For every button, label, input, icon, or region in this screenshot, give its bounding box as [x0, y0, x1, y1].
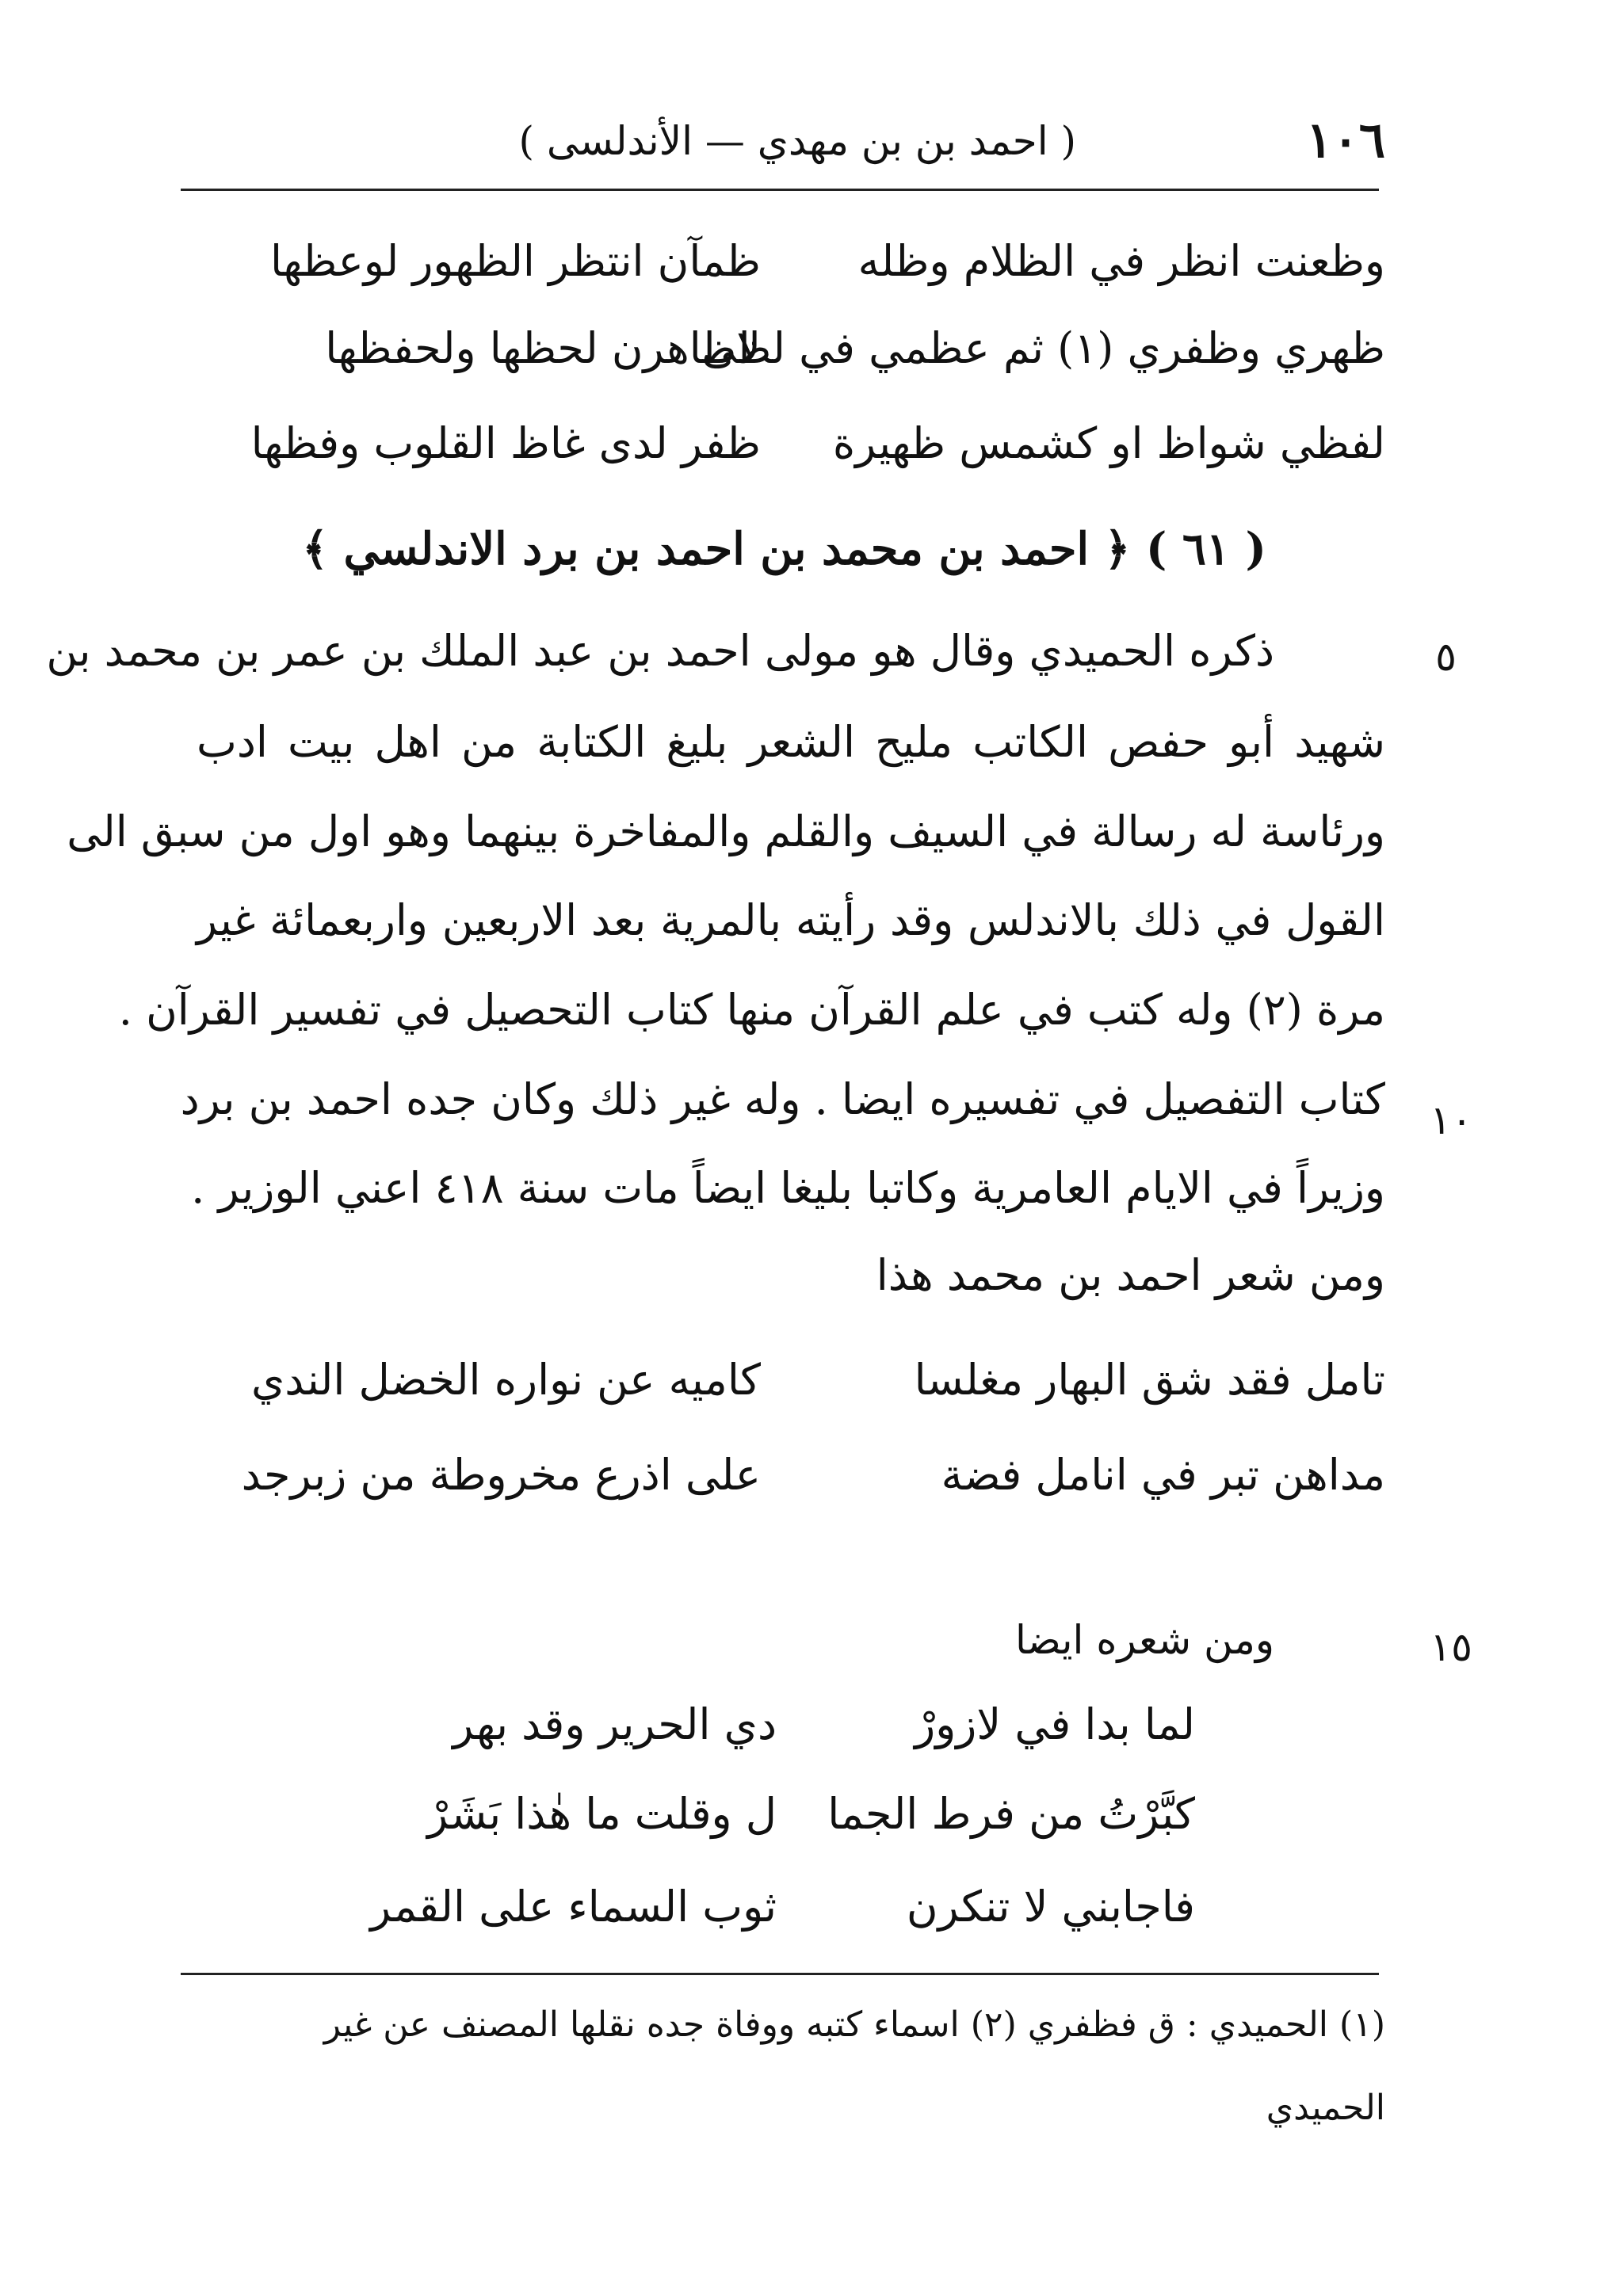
footnote-line: (١) الحميدي : ق فظفري (٢) اسماء كتبه ووفاة جده نقلها المصنف عن غير — [323, 2004, 1385, 2045]
verse-second-hemistich: ظفر لدى غاظ القلوب وفظها — [250, 418, 761, 468]
verse-second-hemistich: ظمآن انتظر الظهور لوعظها — [269, 236, 761, 286]
paragraph-line: شهيد أبو حفص الكاتب مليح الشعر بليغ الكتابة من اهل بيت ادب — [197, 717, 1385, 767]
verse-second-hemistich: ل وقلت ما هٰذا بَشَرْ — [427, 1789, 777, 1839]
footnote-line: الحميدي — [1266, 2088, 1385, 2128]
page-number: ١٠٦ — [1306, 111, 1385, 169]
line-number-10: ١٠ — [1430, 1097, 1472, 1143]
verse-first-hemistich: ظهري وظفري (١) ثم عظمي في لظى — [701, 323, 1385, 373]
verse-first-hemistich: تامل فقد شق البهار مغلسا — [914, 1355, 1385, 1405]
verse-first-hemistich: مداهن تبر في انامل فضة — [941, 1450, 1385, 1500]
paragraph-line: ذكره الحميدي وقال هو مولى احمد بن عبد الملك بن عمر بن محمد بن — [46, 626, 1274, 676]
verse-first-hemistich: كبَّرْتُ من فرط الجما — [827, 1789, 1195, 1839]
verse-first-hemistich: وظعنت انظر في الظلام وظله — [857, 236, 1385, 286]
paragraph-line: وزيراً في الايام العامرية وكاتبا بليغا ايضاً مات سنة ٤١٨ اعني الوزير . — [191, 1163, 1385, 1213]
verse-second-hemistich: ثوب السماء على القمر — [370, 1882, 777, 1932]
verse-first-hemistich: فاجابني لا تنكرن — [906, 1882, 1195, 1932]
paragraph-line: ومن شعر احمد بن محمد هذا — [876, 1250, 1385, 1300]
verse-first-hemistich: لما بدا في لازورْ — [915, 1699, 1195, 1749]
verse-second-hemistich: لاظاهرن لحظها ولحفظها — [325, 323, 761, 373]
header-rule — [181, 189, 1379, 191]
verse-second-hemistich: كاميه عن نواره الخضل الندي — [250, 1355, 761, 1405]
running-title: ( احمد بن بن مهدي — الأندلسى ) — [518, 118, 1076, 164]
line-number-5: ٥ — [1435, 634, 1457, 680]
paragraph-line: مرة (٢) وله كتب في علم القرآن منها كتاب التحصيل في تفسير القرآن . — [118, 985, 1385, 1035]
paragraph-line: القول في ذلك بالاندلس وقد رأيته بالمرية بعد الاربعين واربعمائة غير — [197, 895, 1386, 945]
footnote-rule — [181, 1973, 1379, 1975]
verse-second-hemistich: دي الحرير وقد بهر — [453, 1699, 777, 1749]
verse-first-hemistich: لفظي شواظ او كشمس ظهيرة — [832, 418, 1385, 468]
verse-second-hemistich: على اذرع مخروطة من زبرجد — [241, 1450, 761, 1500]
paragraph-line: ورئاسة له رسالة في السيف والقلم والمفاخرة بينهما وهو اول من سبق الى — [67, 807, 1385, 856]
line-number-15: ١٥ — [1430, 1624, 1472, 1670]
poem-3-intro: ومن شعره ايضا — [1015, 1617, 1274, 1663]
section-heading: ( ٦١ ) ﴿ احمد بن محمد بن احمد بن برد الاندلسي ﴾ — [302, 523, 1266, 575]
paragraph-line: كتاب التفصيل في تفسيره ايضا . وله غير ذلك وكان جده احمد بن برد — [180, 1074, 1385, 1124]
